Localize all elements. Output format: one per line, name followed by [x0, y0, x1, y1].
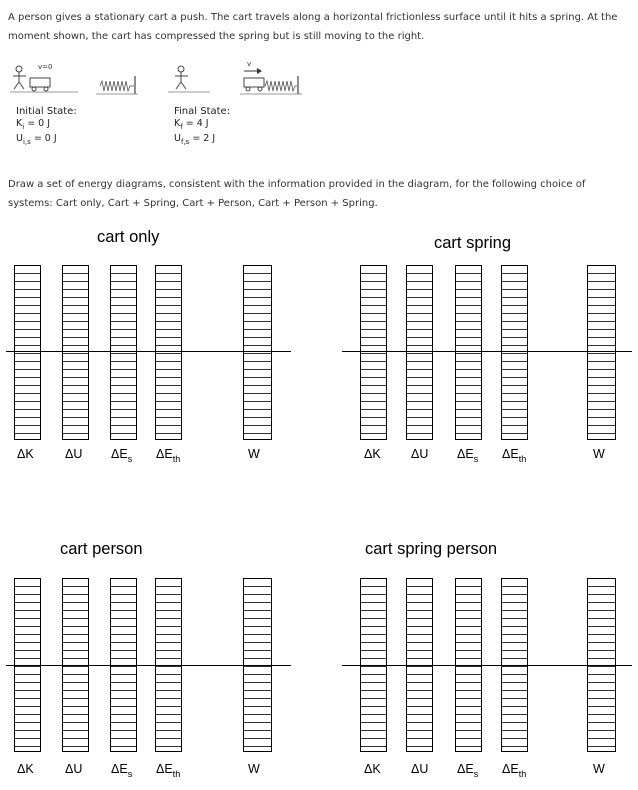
velocity-arrow-icon: [244, 68, 262, 74]
label-dk: ΔK: [364, 447, 381, 461]
final-state-heading: Final State:: [174, 106, 231, 117]
person-final-icon: [175, 66, 188, 89]
final-u: $U_{f,s} = 2$ J: [174, 132, 216, 146]
zero-axis-cart-spring: [342, 351, 632, 352]
bar-deth-cart-spring[interactable]: [501, 265, 528, 440]
label-du: ΔU: [65, 762, 83, 776]
label-deth: $\Delta E_{th}$: [502, 762, 527, 779]
problem-text: A person gives a stationary cart a push. The cart travels along a horizontal frictionless surface until it hits a spring. At the moment shown, the cart has compressed the spring but is still moving to the right.: [8, 12, 618, 42]
label-w: W: [593, 447, 605, 461]
label-des: $\Delta E_s$: [111, 762, 133, 779]
instruction-text: Draw a set of energy diagrams, consistent with the information provided in the diagram, for the following choice of systems: Cart only, Cart + Spring, Cart + Person, Cart + Person + Spring.: [8, 179, 586, 209]
label-dk: ΔK: [17, 447, 34, 461]
bar-w-cart-only[interactable]: [243, 265, 272, 440]
zero-axis-cart-person: [6, 665, 291, 666]
label-w: W: [593, 762, 605, 776]
zero-axis-cart-spring-person: [342, 665, 632, 666]
initial-velocity-label: v=0: [38, 63, 53, 71]
final-k: $K_f = 4$ J: [174, 117, 209, 131]
label-des: $\Delta E_s$: [457, 447, 479, 464]
bar-du-cart-spring[interactable]: [406, 265, 433, 440]
label-du: ΔU: [65, 447, 83, 461]
diagram-title-cart-person: cart person: [60, 540, 143, 558]
bar-w-cart-spring[interactable]: [587, 265, 616, 440]
label-dk: ΔK: [364, 762, 381, 776]
bar-dk-cart-only[interactable]: [14, 265, 41, 440]
label-du: ΔU: [411, 762, 429, 776]
cart-initial-icon: [30, 78, 50, 91]
zero-axis-cart-only: [6, 351, 291, 352]
bar-des-cart-only[interactable]: [110, 265, 137, 440]
final-velocity-label: v: [247, 60, 252, 68]
label-dk: ΔK: [17, 762, 34, 776]
diagram-title-cart-spring: cart spring: [434, 234, 512, 252]
cart-spring-figure: [0, 58, 320, 102]
bar-des-cart-spring[interactable]: [455, 265, 482, 440]
initial-state: [16, 106, 77, 148]
spring-final-icon: [265, 81, 297, 91]
label-deth: $\Delta E_{th}$: [156, 762, 181, 779]
bar-du-cart-only[interactable]: [62, 265, 89, 440]
label-du: ΔU: [411, 447, 429, 461]
cart-final-icon: [244, 78, 264, 91]
spring-initial-icon: [100, 81, 134, 91]
initial-u: $U_{i,s} = 0$ J: [16, 132, 57, 146]
bar-deth-cart-only[interactable]: [155, 265, 182, 440]
person-initial-icon: [13, 66, 26, 89]
initial-state-heading: Initial State:: [16, 106, 77, 117]
label-w: W: [248, 447, 260, 461]
final-state: [174, 106, 230, 148]
diagram-title-cart-spring-person: cart spring person: [365, 540, 498, 558]
initial-k: $K_i = 0$ J: [16, 117, 51, 131]
label-des: $\Delta E_s$: [457, 762, 479, 779]
label-deth: $\Delta E_{th}$: [156, 447, 181, 464]
bar-dk-cart-spring[interactable]: [360, 265, 387, 440]
label-des: $\Delta E_s$: [111, 447, 133, 464]
label-w: W: [248, 762, 260, 776]
diagram-title-cart-only: cart only: [97, 228, 160, 246]
label-deth: $\Delta E_{th}$: [502, 447, 527, 464]
